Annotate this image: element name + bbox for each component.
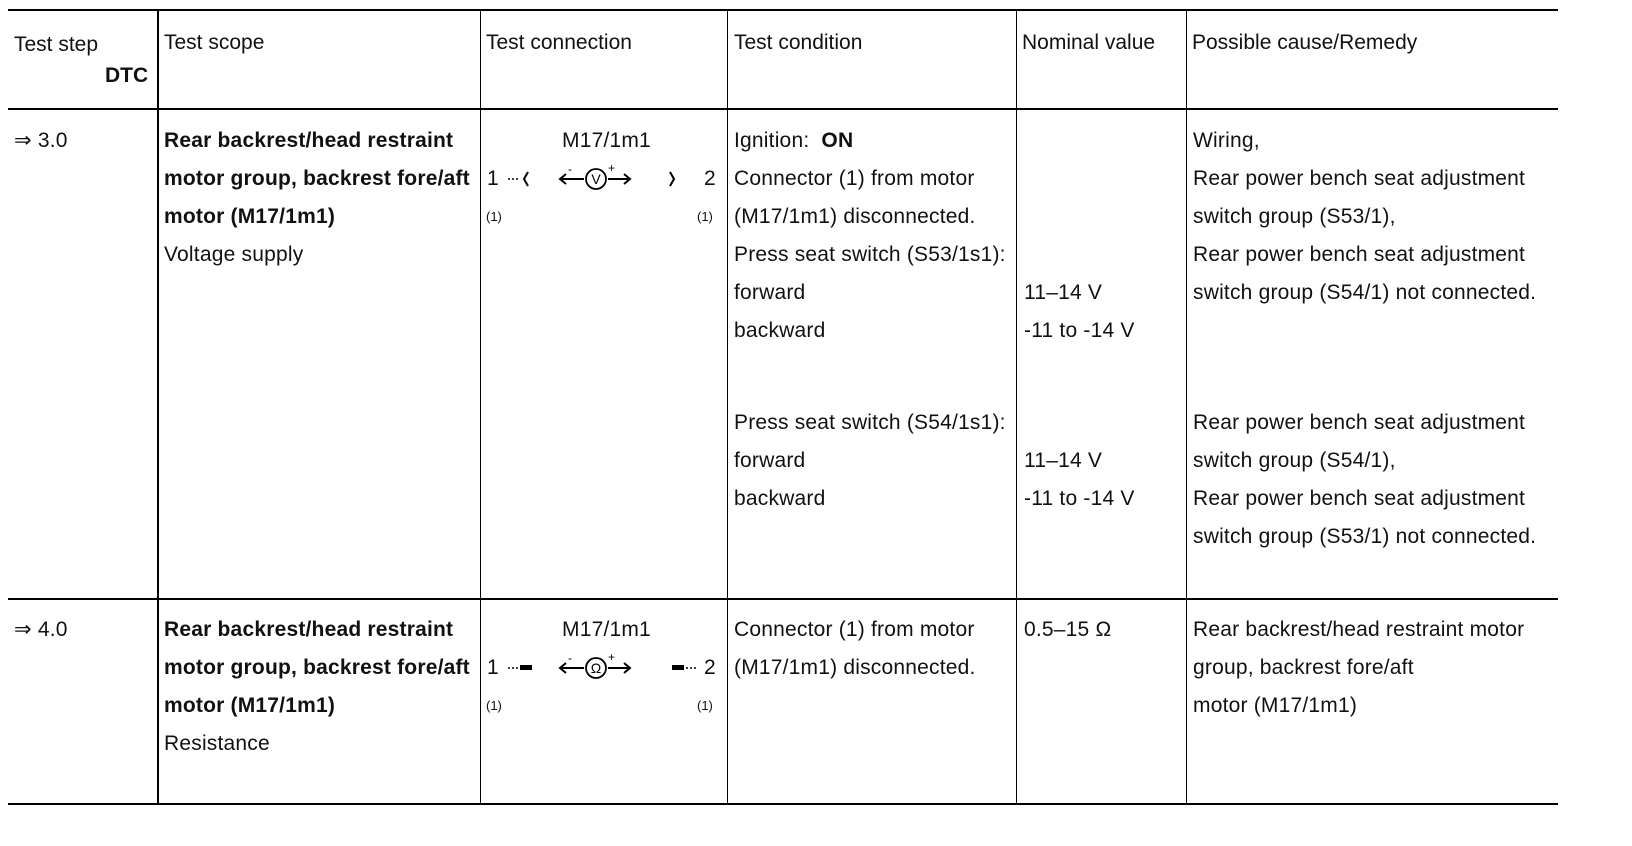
remedy-line: switch group (S54/1), (1193, 449, 1396, 472)
col-divider-nominal (1186, 10, 1187, 804)
scope-line: motor group, backrest fore/aft (164, 167, 470, 190)
header-test-connection: Test connection (486, 31, 632, 54)
scope-line: motor (M17/1m1) (164, 694, 336, 717)
connector-left-3-0: (1) (486, 209, 502, 224)
connection-label-4-0: M17/1m1 (562, 618, 651, 641)
nominal-line: -11 to -14 V (1024, 319, 1135, 342)
nominal-line: -11 to -14 V (1024, 487, 1135, 510)
row-divider-rule (8, 598, 1558, 600)
pin-right-3-0: 2 (704, 167, 716, 190)
plus-sign: + (608, 165, 616, 175)
table-top-rule (8, 9, 1558, 11)
condition-line: (M17/1m1) disconnected. (734, 656, 976, 679)
scope-line: Resistance (164, 732, 270, 755)
possible-cause-4-0 (1193, 611, 1524, 725)
header-possible-cause: Possible cause/Remedy (1192, 31, 1418, 54)
connector-right-3-0: (1) (697, 209, 713, 224)
nominal-line: 11–14 V (1024, 449, 1103, 472)
remedy-line: group, backrest fore/aft (1193, 656, 1414, 679)
header-bottom-rule (8, 108, 1558, 110)
scope-line: Rear backrest/head restraint (164, 618, 454, 641)
condition-line: Connector (1) from motor (734, 167, 975, 190)
connector-left-4-0: (1) (486, 698, 502, 713)
test-step-3-0: ⇒ 3.0 (14, 129, 68, 152)
pin-right-4-0: 2 (704, 656, 716, 679)
nominal-value-3-0-a (1024, 274, 1135, 350)
remedy-line: Rear power bench seat adjustment (1193, 243, 1526, 266)
condition-line: (M17/1m1) disconnected. (734, 205, 976, 228)
minus-sign: - (568, 654, 572, 665)
ignition-label: Ignition: (734, 129, 810, 152)
scope-line: Voltage supply (164, 243, 304, 266)
remedy-line: Wiring, (1193, 129, 1260, 152)
remedy-line: switch group (S54/1) not connected. (1193, 281, 1537, 304)
col-divider-condition (1016, 10, 1017, 804)
nominal-value-4-0: 0.5–15 Ω (1024, 618, 1112, 641)
header-test-scope: Test scope (164, 31, 265, 54)
header-test-condition: Test condition (734, 31, 863, 54)
possible-cause-3-0-a (1193, 122, 1536, 312)
possible-cause-3-0-b (1193, 404, 1536, 556)
header-test-step: Test step (14, 33, 99, 56)
ohmmeter-icon (500, 654, 700, 682)
test-scope-4-0 (164, 611, 470, 763)
remedy-line: Rear power bench seat adjustment (1193, 167, 1526, 190)
scope-line: motor (M17/1m1) (164, 205, 336, 228)
connection-label-3-0: M17/1m1 (562, 129, 651, 152)
scope-line: Rear backrest/head restraint (164, 129, 454, 152)
condition-line: forward (734, 281, 806, 304)
scope-line: motor group, backrest fore/aft (164, 656, 470, 679)
col-divider-connection (727, 10, 728, 804)
test-condition-3-0-a (734, 160, 1006, 350)
header-dtc: DTC (105, 64, 149, 87)
col-divider-step (157, 10, 159, 804)
condition-line: forward (734, 449, 806, 472)
col-divider-scope (480, 10, 481, 804)
remedy-line: motor (M17/1m1) (1193, 694, 1358, 717)
plus-sign: + (608, 654, 616, 664)
remedy-line: switch group (S53/1) not connected. (1193, 525, 1537, 548)
condition-line: Press seat switch (S54/1s1): (734, 411, 1006, 434)
remedy-line: Rear backrest/head restraint motor (1193, 618, 1525, 641)
remedy-line: Rear power bench seat adjustment (1193, 411, 1526, 434)
condition-line: backward (734, 487, 826, 510)
pin-left-3-0: 1 (487, 167, 499, 190)
header-nominal-value: Nominal value (1022, 31, 1156, 54)
condition-ignition-3-0 (734, 122, 853, 160)
remedy-line: Rear power bench seat adjustment (1193, 487, 1526, 510)
condition-line: Press seat switch (S53/1s1): (734, 243, 1006, 266)
connector-right-4-0: (1) (697, 698, 713, 713)
test-step-4-0: ⇒ 4.0 (14, 618, 68, 641)
meter-symbol: V (591, 171, 601, 187)
ignition-value: ON (821, 129, 854, 152)
test-scope-3-0 (164, 122, 470, 274)
meter-symbol: Ω (590, 660, 602, 676)
nominal-value-3-0-b (1024, 442, 1135, 518)
table-bottom-rule (8, 803, 1558, 805)
test-condition-4-0 (734, 611, 976, 687)
test-condition-3-0-b (734, 404, 1006, 518)
minus-sign: - (568, 165, 572, 176)
nominal-line: 11–14 V (1024, 281, 1103, 304)
condition-line: backward (734, 319, 826, 342)
condition-line: Connector (1) from motor (734, 618, 975, 641)
remedy-line: switch group (S53/1), (1193, 205, 1396, 228)
pin-left-4-0: 1 (487, 656, 499, 679)
voltmeter-icon (500, 165, 700, 193)
